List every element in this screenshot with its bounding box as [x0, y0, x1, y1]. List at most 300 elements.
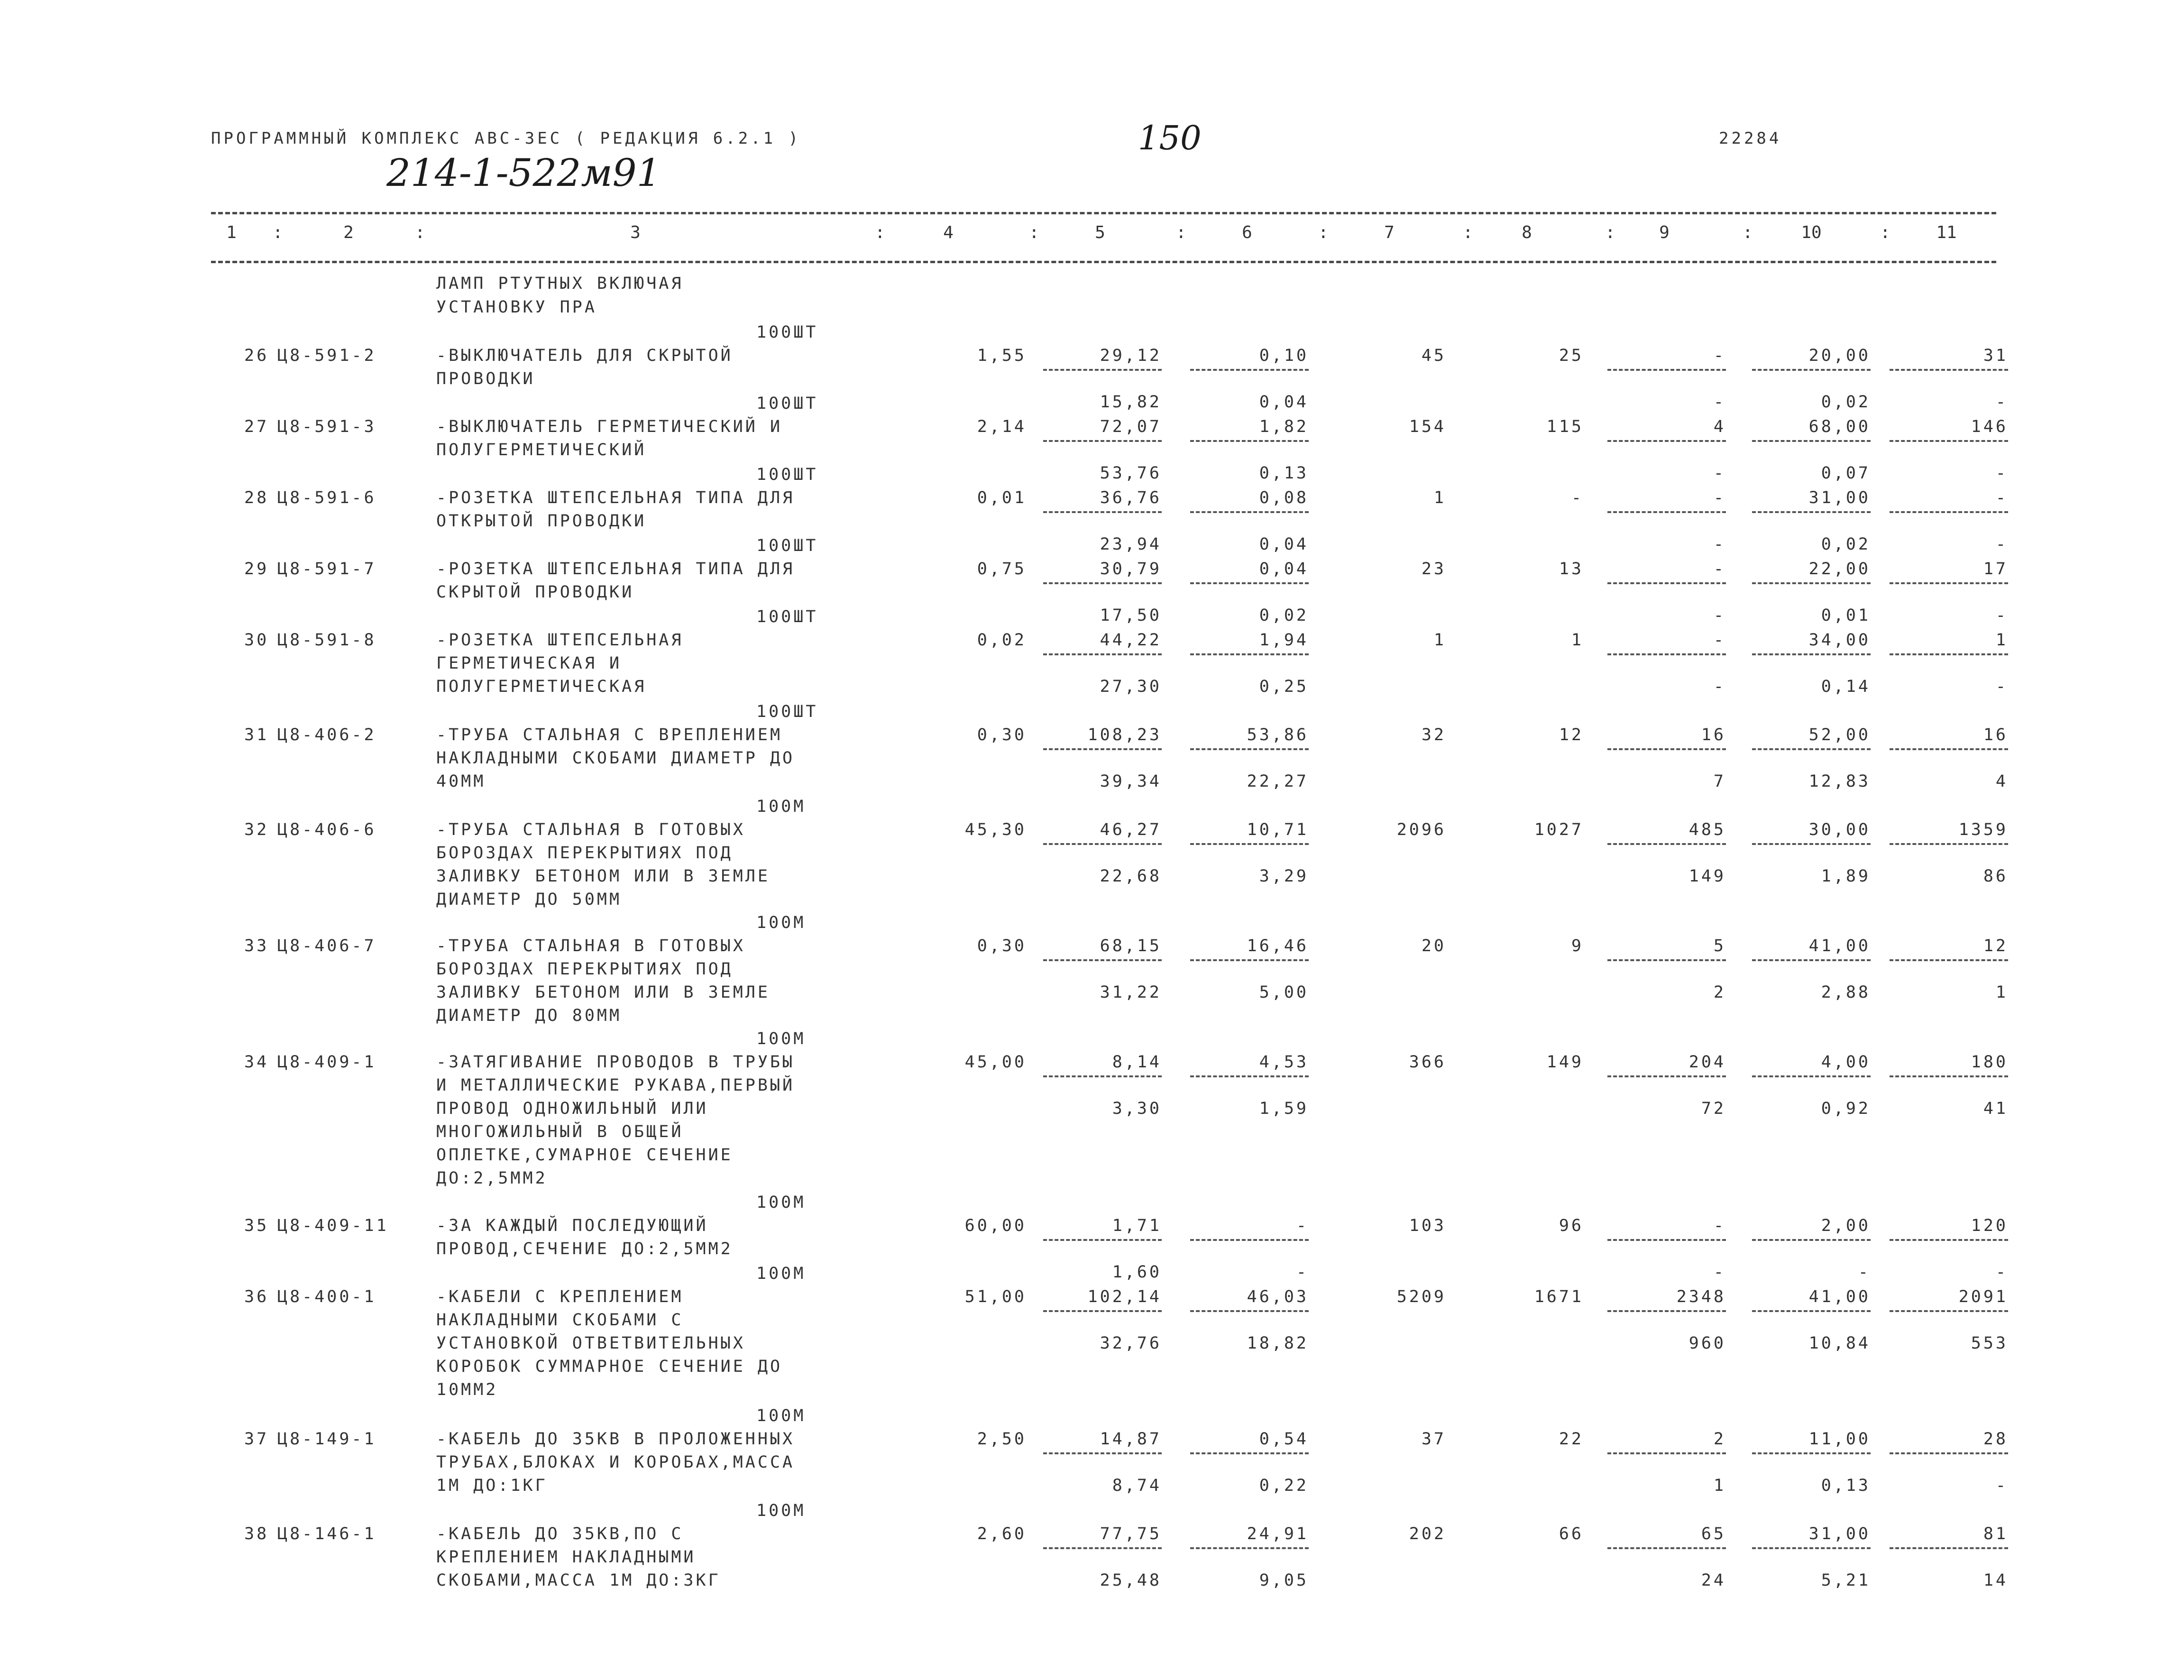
cell-c11: 17: [1983, 560, 2008, 578]
cell-c11b: -: [1995, 1263, 2008, 1282]
value-separator: [1752, 582, 1871, 584]
row-number: 32: [244, 820, 269, 839]
cell-c10b: 0,13: [1821, 1476, 1871, 1495]
cell-c10b: 0,14: [1821, 677, 1871, 696]
row-description-line: БОРОЗДАХ ПЕРЕКРЫТИЯХ ПОД: [436, 960, 733, 979]
column-separator: :: [415, 223, 425, 242]
cell-c9b: -: [1713, 606, 1726, 625]
cell-c6b: 18,82: [1247, 1334, 1309, 1353]
value-separator: [1043, 1547, 1162, 1549]
row-description-line: ГЕРМЕТИЧЕСКАЯ И: [436, 654, 622, 673]
column-separator: :: [1176, 223, 1186, 242]
column-separator: :: [1743, 223, 1753, 242]
value-separator: [1043, 440, 1162, 442]
cell-c6b: 0,13: [1259, 464, 1309, 483]
value-separator: [1890, 440, 2008, 442]
cell-c8: 96: [1559, 1216, 1584, 1235]
cell-c8: 1671: [1534, 1287, 1584, 1306]
row-description-line: ПОЛУГЕРМЕТИЧЕСКИЙ: [436, 441, 647, 459]
header-rule: [211, 261, 1996, 263]
cell-c5b: 3,30: [1112, 1099, 1162, 1118]
row-description-line: ПРОВОД ОДНОЖИЛЬНЫЙ ИЛИ: [436, 1099, 708, 1118]
cell-c10b: 12,83: [1808, 772, 1871, 791]
cell-c9: 485: [1688, 820, 1726, 839]
column-header-11: 11: [1936, 223, 1957, 242]
row-description-line: ДИАМЕТР ДО 50ММ: [436, 890, 622, 909]
row-description-line: 10ММ2: [436, 1380, 498, 1399]
cell-c11: 12: [1983, 936, 2008, 955]
cell-c4: 2,50: [977, 1430, 1027, 1449]
cell-c8: 149: [1546, 1053, 1584, 1072]
value-separator: [1752, 653, 1871, 655]
value-separator: [1043, 1452, 1162, 1454]
row-description-line: 1М ДО:1КГ: [436, 1476, 548, 1495]
value-separator: [1190, 748, 1309, 750]
value-separator: [1607, 959, 1726, 961]
cell-c10: 34,00: [1808, 631, 1871, 650]
handwritten-reference: 214-1-522м91: [386, 151, 661, 195]
value-separator: [1043, 1239, 1162, 1241]
cell-c9: -: [1713, 346, 1726, 365]
cell-c9: 4: [1713, 417, 1726, 436]
cell-c4: 45,00: [964, 1053, 1027, 1072]
row-code: Ц8-591-8: [277, 631, 376, 650]
unit-label: 100ШТ: [756, 465, 818, 484]
column-header-5: 5: [1095, 223, 1105, 242]
cell-c9: -: [1713, 1216, 1726, 1235]
row-code: Ц8-591-3: [277, 417, 376, 436]
intro-line: ЛАМП РТУТНЫХ ВКЛЮЧАЯ: [436, 274, 684, 293]
cell-c9b: -: [1713, 464, 1726, 483]
value-separator: [1190, 582, 1309, 584]
cell-c5: 8,14: [1112, 1053, 1162, 1072]
unit-label: 100М: [756, 1264, 806, 1283]
value-separator: [1752, 748, 1871, 750]
cell-c10: 11,00: [1808, 1430, 1871, 1449]
cell-c5: 29,12: [1100, 346, 1162, 365]
value-separator: [1752, 369, 1871, 371]
value-separator: [1607, 1239, 1726, 1241]
cell-c10: 31,00: [1808, 1524, 1871, 1543]
row-number: 33: [244, 936, 269, 955]
cell-c11b: -: [1995, 1476, 2008, 1495]
value-separator: [1607, 1310, 1726, 1312]
cell-c10: 52,00: [1808, 725, 1871, 744]
row-code: Ц8-591-2: [277, 346, 376, 365]
page-number: 150: [1138, 119, 1202, 157]
row-number: 28: [244, 488, 269, 507]
row-description-line: ЗАЛИВКУ БЕТОНОМ ИЛИ В ЗЕМЛЕ: [436, 867, 770, 886]
row-description-line: -КАБЕЛЬ ДО 35КВ,ПО С: [436, 1524, 684, 1543]
row-description-line: НАКЛАДНЫМИ СКОБАМИ ДИАМЕТР ДО: [436, 749, 795, 768]
cell-c5b: 53,76: [1100, 464, 1162, 483]
row-code: Ц8-409-11: [277, 1216, 389, 1235]
row-description-line: ПРОВОД,СЕЧЕНИЕ ДО:2,5ММ2: [436, 1239, 733, 1258]
cell-c6: 46,03: [1247, 1287, 1309, 1306]
cell-c11b: -: [1995, 464, 2008, 483]
value-separator: [1043, 1075, 1162, 1077]
value-separator: [1890, 582, 2008, 584]
cell-c7: 2096: [1396, 820, 1446, 839]
unit-label: 100ШТ: [756, 536, 818, 555]
cell-c7: 202: [1409, 1524, 1446, 1543]
cell-c4: 2,60: [977, 1524, 1027, 1543]
value-separator: [1607, 1547, 1726, 1549]
cell-c9b: 149: [1688, 867, 1726, 886]
row-description-line: ЗАЛИВКУ БЕТОНОМ ИЛИ В ЗЕМЛЕ: [436, 983, 770, 1002]
row-description-line: -ЗАТЯГИВАНИЕ ПРОВОДОВ В ТРУБЫ: [436, 1053, 795, 1072]
value-separator: [1752, 1452, 1871, 1454]
cell-c9: 5: [1713, 936, 1726, 955]
unit-label: 100М: [756, 797, 806, 816]
value-separator: [1890, 959, 2008, 961]
cell-c9b: 960: [1688, 1334, 1726, 1353]
cell-c9: 2348: [1676, 1287, 1726, 1306]
cell-c11: 1359: [1958, 820, 2008, 839]
cell-c5b: 32,76: [1100, 1334, 1162, 1353]
row-number: 36: [244, 1287, 269, 1306]
column-separator: :: [1463, 223, 1473, 242]
row-number: 30: [244, 631, 269, 650]
cell-c4: 0,75: [977, 560, 1027, 578]
program-header: ПРОГРАММНЫЙ КОМПЛЕКС АВС-3ЕС ( РЕДАКЦИЯ 6.2.1 ): [211, 129, 801, 148]
cell-c9: 2: [1713, 1430, 1726, 1449]
row-description-line: МНОГОЖИЛЬНЫЙ В ОБЩЕЙ: [436, 1122, 684, 1141]
value-separator: [1043, 369, 1162, 371]
cell-c11b: 41: [1983, 1099, 2008, 1118]
row-number: 27: [244, 417, 269, 436]
cell-c7: 45: [1421, 346, 1446, 365]
column-separator: :: [1880, 223, 1890, 242]
value-separator: [1890, 1239, 2008, 1241]
cell-c10b: 1,89: [1821, 867, 1871, 886]
cell-c9b: -: [1713, 677, 1726, 696]
cell-c7: 1: [1433, 631, 1446, 650]
cell-c7: 5209: [1396, 1287, 1446, 1306]
cell-c9: 204: [1688, 1053, 1726, 1072]
cell-c9b: -: [1713, 535, 1726, 554]
row-code: Ц8-400-1: [277, 1287, 376, 1306]
row-description-line: И МЕТАЛЛИЧЕСКИЕ РУКАВА,ПЕРВЫЙ: [436, 1076, 795, 1095]
cell-c5: 72,07: [1100, 417, 1162, 436]
cell-c5: 102,14: [1087, 1287, 1162, 1306]
row-description-line: ДИАМЕТР ДО 80ММ: [436, 1006, 622, 1025]
cell-c7: 154: [1409, 417, 1446, 436]
value-separator: [1890, 511, 2008, 513]
document-code: 22284: [1719, 129, 1782, 148]
value-separator: [1607, 1075, 1726, 1077]
row-description-line: -КАБЕЛЬ ДО 35КВ В ПРОЛОЖЕННЫХ: [436, 1430, 795, 1449]
cell-c5: 44,22: [1100, 631, 1162, 650]
value-separator: [1190, 1452, 1309, 1454]
cell-c11b: -: [1995, 393, 2008, 412]
row-description-line: ТРУБАХ,БЛОКАХ И КОРОБАХ,МАССА: [436, 1453, 795, 1472]
cell-c6b: 0,22: [1259, 1476, 1309, 1495]
cell-c10: 4,00: [1821, 1053, 1871, 1072]
value-separator: [1190, 653, 1309, 655]
cell-c6: 16,46: [1247, 936, 1309, 955]
cell-c5b: 8,74: [1112, 1476, 1162, 1495]
cell-c11: 180: [1971, 1053, 2008, 1072]
row-description-line: СКРЫТОЙ ПРОВОДКИ: [436, 583, 634, 602]
cell-c6b: 5,00: [1259, 983, 1309, 1002]
row-description-line: КРЕПЛЕНИЕМ НАКЛАДНЫМИ: [436, 1548, 696, 1567]
cell-c10b: 0,92: [1821, 1099, 1871, 1118]
cell-c11b: -: [1995, 677, 2008, 696]
row-description-line: -ТРУБА СТАЛЬНАЯ В ГОТОВЫХ: [436, 820, 745, 839]
row-code: Ц8-406-2: [277, 725, 376, 744]
cell-c4: 2,14: [977, 417, 1027, 436]
cell-c5: 1,71: [1112, 1216, 1162, 1235]
value-separator: [1890, 1310, 2008, 1312]
row-number: 37: [244, 1430, 269, 1449]
column-header-1: 1: [226, 223, 237, 242]
row-description-line: НАКЛАДНЫМИ СКОБАМИ С: [436, 1311, 684, 1330]
column-separator: :: [875, 223, 885, 242]
cell-c11b: 14: [1983, 1571, 2008, 1590]
row-description-line: СКОБАМИ,МАССА 1М ДО:3КГ: [436, 1571, 721, 1590]
cell-c9: 65: [1701, 1524, 1726, 1543]
row-description-line: 40ММ: [436, 772, 486, 791]
column-separator: :: [1605, 223, 1615, 242]
value-separator: [1190, 440, 1309, 442]
cell-c5b: 23,94: [1100, 535, 1162, 554]
cell-c11: 120: [1971, 1216, 2008, 1235]
cell-c5: 108,23: [1087, 725, 1162, 744]
cell-c10: 22,00: [1808, 560, 1871, 578]
cell-c7: 32: [1421, 725, 1446, 744]
cell-c10b: 10,84: [1808, 1334, 1871, 1353]
row-description-line: -ТРУБА СТАЛЬНАЯ С ВРЕПЛЕНИЕМ: [436, 725, 783, 744]
row-code: Ц8-149-1: [277, 1430, 376, 1449]
cell-c10: 31,00: [1808, 488, 1871, 507]
value-separator: [1752, 1310, 1871, 1312]
value-separator: [1607, 582, 1726, 584]
cell-c8: 115: [1546, 417, 1584, 436]
value-separator: [1043, 959, 1162, 961]
row-description-line: ОТКРЫТОЙ ПРОВОДКИ: [436, 512, 647, 531]
cell-c11: 1: [1995, 631, 2008, 650]
cell-c11b: -: [1995, 606, 2008, 625]
cell-c6: -: [1296, 1216, 1309, 1235]
value-separator: [1190, 843, 1309, 845]
cell-c4: 0,30: [977, 725, 1027, 744]
value-separator: [1607, 1452, 1726, 1454]
value-separator: [1752, 1239, 1871, 1241]
value-separator: [1890, 1075, 2008, 1077]
cell-c9: -: [1713, 560, 1726, 578]
cell-c10: 41,00: [1808, 936, 1871, 955]
value-separator: [1890, 653, 2008, 655]
cell-c9b: 2: [1713, 983, 1726, 1002]
cell-c9b: 1: [1713, 1476, 1726, 1495]
row-description-line: -РОЗЕТКА ШТЕПСЕЛЬНАЯ ТИПА ДЛЯ: [436, 488, 795, 507]
unit-label: 100ШТ: [756, 702, 818, 721]
cell-c11: 28: [1983, 1430, 2008, 1449]
cell-c5b: 27,30: [1100, 677, 1162, 696]
cell-c8: 12: [1559, 725, 1584, 744]
row-description-line: -РОЗЕТКА ШТЕПСЕЛЬНАЯ: [436, 631, 684, 650]
row-description-line: ПРОВОДКИ: [436, 369, 535, 388]
value-separator: [1190, 1075, 1309, 1077]
cell-c11: 16: [1983, 725, 2008, 744]
cell-c6b: 0,02: [1259, 606, 1309, 625]
value-separator: [1890, 369, 2008, 371]
row-number: 26: [244, 346, 269, 365]
row-description-line: -РОЗЕТКА ШТЕПСЕЛЬНАЯ ТИПА ДЛЯ: [436, 560, 795, 578]
cell-c6: 1,82: [1259, 417, 1309, 436]
cell-c11: -: [1995, 488, 2008, 507]
cell-c11b: 1: [1995, 983, 2008, 1002]
cell-c5b: 31,22: [1100, 983, 1162, 1002]
cell-c10b: 0,07: [1821, 464, 1871, 483]
value-separator: [1043, 843, 1162, 845]
cell-c5b: 39,34: [1100, 772, 1162, 791]
cell-c4: 0,02: [977, 631, 1027, 650]
cell-c6b: 1,59: [1259, 1099, 1309, 1118]
cell-c6b: 0,04: [1259, 535, 1309, 554]
top-rule: [211, 212, 1996, 214]
row-code: Ц8-406-6: [277, 820, 376, 839]
value-separator: [1752, 1547, 1871, 1549]
cell-c9b: -: [1713, 1263, 1726, 1282]
cell-c6: 10,71: [1247, 820, 1309, 839]
row-code: Ц8-591-6: [277, 488, 376, 507]
row-number: 31: [244, 725, 269, 744]
value-separator: [1043, 1310, 1162, 1312]
row-description-line: -ЗА КАЖДЫЙ ПОСЛЕДУЮЩИЙ: [436, 1216, 708, 1235]
cell-c6b: 3,29: [1259, 867, 1309, 886]
cell-c7: 23: [1421, 560, 1446, 578]
cell-c11: 81: [1983, 1524, 2008, 1543]
value-separator: [1607, 653, 1726, 655]
cell-c6b: 9,05: [1259, 1571, 1309, 1590]
row-description-line: -ТРУБА СТАЛЬНАЯ В ГОТОВЫХ: [436, 936, 745, 955]
cell-c10b: 5,21: [1821, 1571, 1871, 1590]
unit-label: 100М: [756, 1501, 806, 1520]
value-separator: [1752, 1075, 1871, 1077]
cell-c10: 68,00: [1808, 417, 1871, 436]
value-separator: [1190, 511, 1309, 513]
cell-c7: 103: [1409, 1216, 1446, 1235]
row-description-line: ДО:2,5ММ2: [436, 1169, 548, 1188]
row-number: 29: [244, 560, 269, 578]
cell-c10: 20,00: [1808, 346, 1871, 365]
cell-c5: 14,87: [1100, 1430, 1162, 1449]
cell-c9: -: [1713, 488, 1726, 507]
value-separator: [1890, 1547, 2008, 1549]
value-separator: [1752, 511, 1871, 513]
value-separator: [1190, 1547, 1309, 1549]
value-separator: [1890, 748, 2008, 750]
cell-c6: 0,10: [1259, 346, 1309, 365]
value-separator: [1190, 369, 1309, 371]
cell-c6b: 22,27: [1247, 772, 1309, 791]
column-header-9: 9: [1659, 223, 1670, 242]
cell-c8: -: [1571, 488, 1584, 507]
column-header-6: 6: [1242, 223, 1252, 242]
cell-c11b: 553: [1971, 1334, 2008, 1353]
cell-c10b: 0,02: [1821, 393, 1871, 412]
cell-c8: 1027: [1534, 820, 1584, 839]
cell-c7: 366: [1409, 1053, 1446, 1072]
cell-c11b: 86: [1983, 867, 2008, 886]
row-number: 38: [244, 1524, 269, 1543]
cell-c5: 77,75: [1100, 1524, 1162, 1543]
cell-c4: 0,30: [977, 936, 1027, 955]
cell-c4: 60,00: [964, 1216, 1027, 1235]
cell-c8: 22: [1559, 1430, 1584, 1449]
row-description-line: КОРОБОК СУММАРНОЕ СЕЧЕНИЕ ДО: [436, 1357, 783, 1376]
cell-c6: 1,94: [1259, 631, 1309, 650]
unit-label: 100М: [756, 913, 806, 932]
row-description-line: ОПЛЕТКЕ,СУМАРНОЕ СЕЧЕНИЕ: [436, 1146, 733, 1165]
unit-label: 100М: [756, 1029, 806, 1048]
row-description-line: ПОЛУГЕРМЕТИЧЕСКАЯ: [436, 677, 647, 696]
cell-c5: 36,76: [1100, 488, 1162, 507]
cell-c7: 1: [1433, 488, 1446, 507]
cell-c4: 1,55: [977, 346, 1027, 365]
value-separator: [1043, 748, 1162, 750]
value-separator: [1890, 843, 2008, 845]
column-separator: :: [1029, 223, 1039, 242]
cell-c5b: 1,60: [1112, 1263, 1162, 1282]
cell-c8: 66: [1559, 1524, 1584, 1543]
cell-c5: 68,15: [1100, 936, 1162, 955]
value-separator: [1607, 843, 1726, 845]
cell-c10b: -: [1858, 1263, 1871, 1282]
cell-c9b: -: [1713, 393, 1726, 412]
unit-label: 100М: [756, 1193, 806, 1212]
value-separator: [1752, 843, 1871, 845]
value-separator: [1607, 440, 1726, 442]
value-separator: [1607, 748, 1726, 750]
cell-c11: 31: [1983, 346, 2008, 365]
column-header-3: 3: [630, 223, 641, 242]
unit-label: 100ШТ: [756, 394, 818, 413]
cell-c6: 53,86: [1247, 725, 1309, 744]
cell-c11: 2091: [1958, 1287, 2008, 1306]
row-description-line: -ВЫКЛЮЧАТЕЛЬ ГЕРМЕТИЧЕСКИЙ И: [436, 417, 783, 436]
row-number: 34: [244, 1053, 269, 1072]
cell-c4: 0,01: [977, 488, 1027, 507]
unit-label: 100ШТ: [756, 607, 818, 626]
cell-c9: -: [1713, 631, 1726, 650]
cell-c5: 46,27: [1100, 820, 1162, 839]
unit-label: 100ШТ: [756, 323, 818, 342]
column-header-7: 7: [1384, 223, 1395, 242]
value-separator: [1190, 1310, 1309, 1312]
cell-c7: 20: [1421, 936, 1446, 955]
cell-c5b: 25,48: [1100, 1571, 1162, 1590]
cell-c5b: 15,82: [1100, 393, 1162, 412]
row-description-line: -КАБЕЛИ С КРЕПЛЕНИЕМ: [436, 1287, 684, 1306]
cell-c8: 1: [1571, 631, 1584, 650]
row-code: Ц8-146-1: [277, 1524, 376, 1543]
value-separator: [1752, 959, 1871, 961]
row-code: Ц8-591-7: [277, 560, 376, 578]
cell-c10: 2,00: [1821, 1216, 1871, 1235]
cell-c6b: -: [1296, 1263, 1309, 1282]
column-header-2: 2: [343, 223, 354, 242]
cell-c8: 25: [1559, 346, 1584, 365]
cell-c9b: 72: [1701, 1099, 1726, 1118]
row-code: Ц8-409-1: [277, 1053, 376, 1072]
row-number: 35: [244, 1216, 269, 1235]
row-description-line: -ВЫКЛЮЧАТЕЛЬ ДЛЯ СКРЫТОЙ: [436, 346, 733, 365]
cell-c11b: -: [1995, 535, 2008, 554]
column-header-8: 8: [1522, 223, 1532, 242]
